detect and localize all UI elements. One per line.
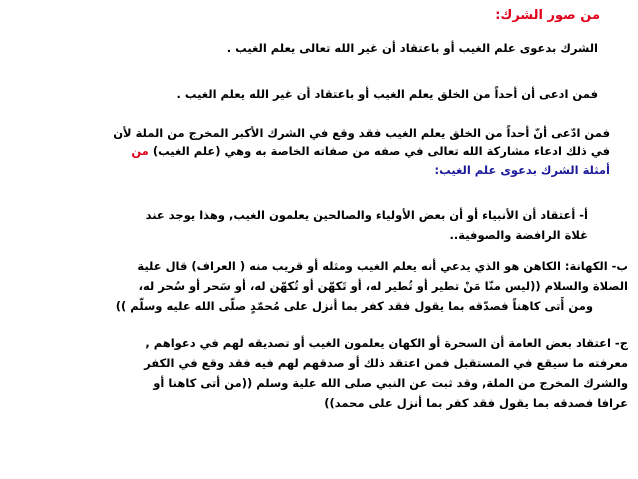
example-b-line-2: الصلاة والسلام ((ليس منّا مَنْ تطير أو تُطير له، أو تَكهّن أو تُكهّن له، أو سَحر أو سُحر له، — [138, 279, 628, 293]
example-c-line-3: والشرك المخرج من الملة, وقد ثبت عن النبي صلى الله علية وسلم ((من أتى كاهنا أو — [153, 376, 628, 390]
example-c-line-1: ج- اعتقاد بعض العامة أن السحرة أو الكهان يعلمون الغيب أو تصديقه لهم في دعواهم , — [145, 336, 628, 350]
example-c-line-2: معرفته ما سيقع في المستقبل فمن اعتقد ذلك أو صدقهم لهم فيه فقد وقع في الكفر — [144, 356, 628, 370]
section-heading: من صور الشرك: — [495, 8, 600, 23]
example-b-line-3: ومن أَتى كاهناً فصدّقه بما يقول فقد كفر بما أنزل على مُحمّدٍ صلّى الله عليه وسلّم )) — [115, 299, 593, 313]
intro-line-2: فمن ادعى أن أحداً من الخلق يعلم الغيب أو باعتقاد أن غير الله يعلم الغيب . — [176, 87, 598, 101]
example-a-line-2: غلاة الرافضة والصوفية.. — [449, 228, 588, 242]
para1-line-2-main: في ذلك ادعاء مشاركة الله تعالى في صفه من صفاته الخاصة به وهي (علم الغيب) — [152, 144, 610, 158]
para1-line-1: فمن ادّعى أنّ أحداً من الخلق يعلم الغيب فقد وقع في الشرك الأكبر المخرج من الملة لأن — [113, 126, 610, 140]
examples-heading: أمثلة الشرك بدعوى علم الغيب: — [434, 163, 610, 177]
intro-line-1: الشرك بدعوى علم الغيب أو باعتقاد أن غير الله تعالى يعلم الغيب . — [226, 41, 598, 55]
example-a-line-1: أ- أعتقاد أن الأنبياء أو أن بعض الأولياء والصالحين يعلمون الغيب, وهذا يوجد عند — [145, 208, 588, 222]
para1-line-2-tail: من — [131, 144, 149, 158]
example-c-line-4: عرافا فصدقه بما يقول فقد كفر بما أنزل على محمد)) — [324, 396, 628, 410]
example-b-line-1: ب- الكهانة: الكاهن هو الذي يدعي أنه يعلم الغيب ومثله أو قريب منه ( العراف) قال علية — [137, 259, 628, 273]
para1-line-2 — [131, 143, 610, 159]
